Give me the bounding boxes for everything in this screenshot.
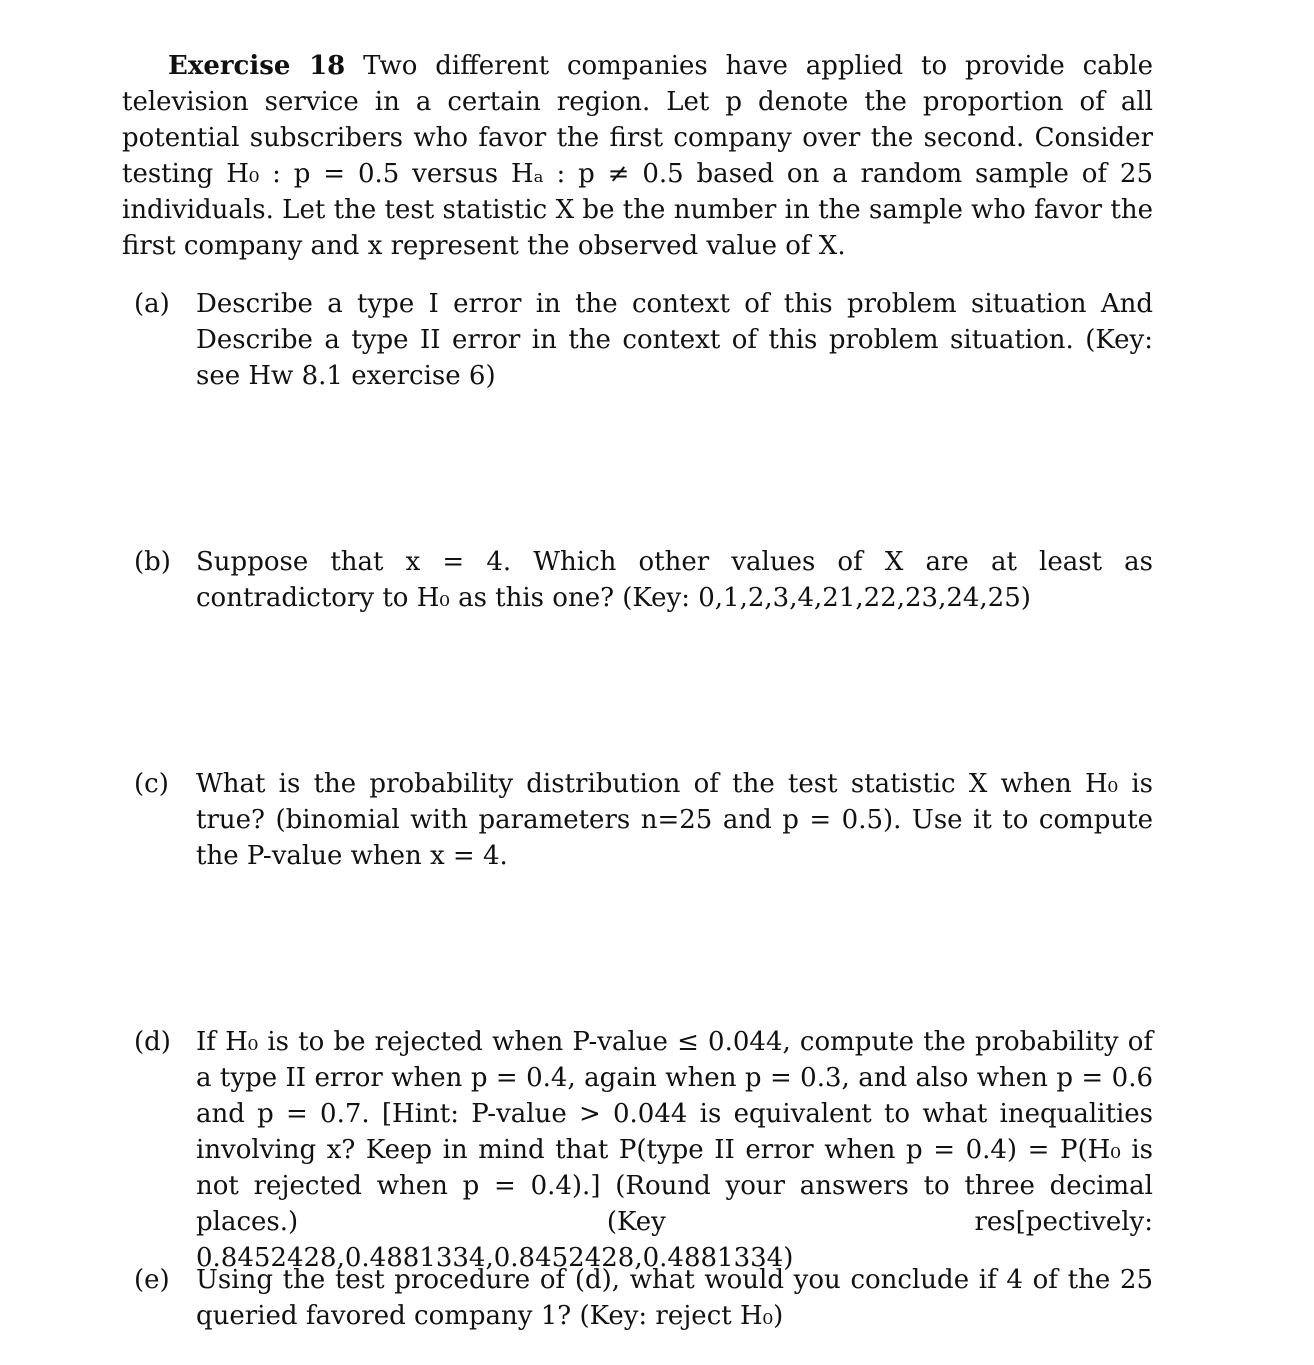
part-text: Suppose that x = 4. Which other values of X are at least as contradictory to H₀ as this one? (Key: 0,1,2,3,4,21,22,23,24,25) [196, 547, 1153, 613]
part-label: (a) [134, 289, 170, 319]
part-text: What is the probability distribution of the test statistic X when H₀ is true? (binomial with parameters n=25 and p = 0.5). Use it to compute the P-value when x = 4. [196, 769, 1153, 871]
part-e [134, 1262, 1153, 1334]
part-d [134, 1024, 1153, 1276]
part-label: (b) [134, 547, 171, 577]
exercise-text: Two different companies have applied to provide cable television service in a certain region. Let p denote the proportion of all potential subscribers who favor the first company over the second. Consider testing H₀ : p = 0.5 versus Hₐ : p ≠ 0.5 based on a random sample of 25 individuals. Let the test statistic X be the number in the sample who favor the first company and x represent the observed value of X. [122, 51, 1153, 261]
part-label: (e) [134, 1265, 170, 1295]
part-c [134, 766, 1153, 874]
part-text: Using the test procedure of (d), what would you conclude if 4 of the 25 queried favored company 1? (Key: reject H₀) [196, 1265, 1153, 1331]
part-text: Describe a type I error in the context of this problem situation And Describe a type II error in the context of this problem situation. (Key: see Hw 8.1 exercise 6) [196, 289, 1153, 391]
part-label: (c) [134, 769, 169, 799]
part-a [134, 286, 1153, 394]
part-text: If H₀ is to be rejected when P-value ≤ 0.044, compute the probability of a type II error when p = 0.4, again when p = 0.3, and also when p = 0.6 and p = 0.7. [Hint: P-value > 0.044 is equivalent to what inequalities involving x? Keep in mind that P(type II error when p = 0.4) = P(H₀ is not rejected when p = 0.4).] (Round your answers to three decimal places.) (Key res[pectively: 0.8452428,0.4881334,0.8452428,0.4881334) [196, 1027, 1153, 1273]
exercise-intro [122, 48, 1153, 264]
exercise-heading: Exercise 18 [168, 51, 346, 81]
exercise-page [122, 48, 1153, 1331]
part-label: (d) [134, 1027, 171, 1057]
part-b [134, 544, 1153, 616]
